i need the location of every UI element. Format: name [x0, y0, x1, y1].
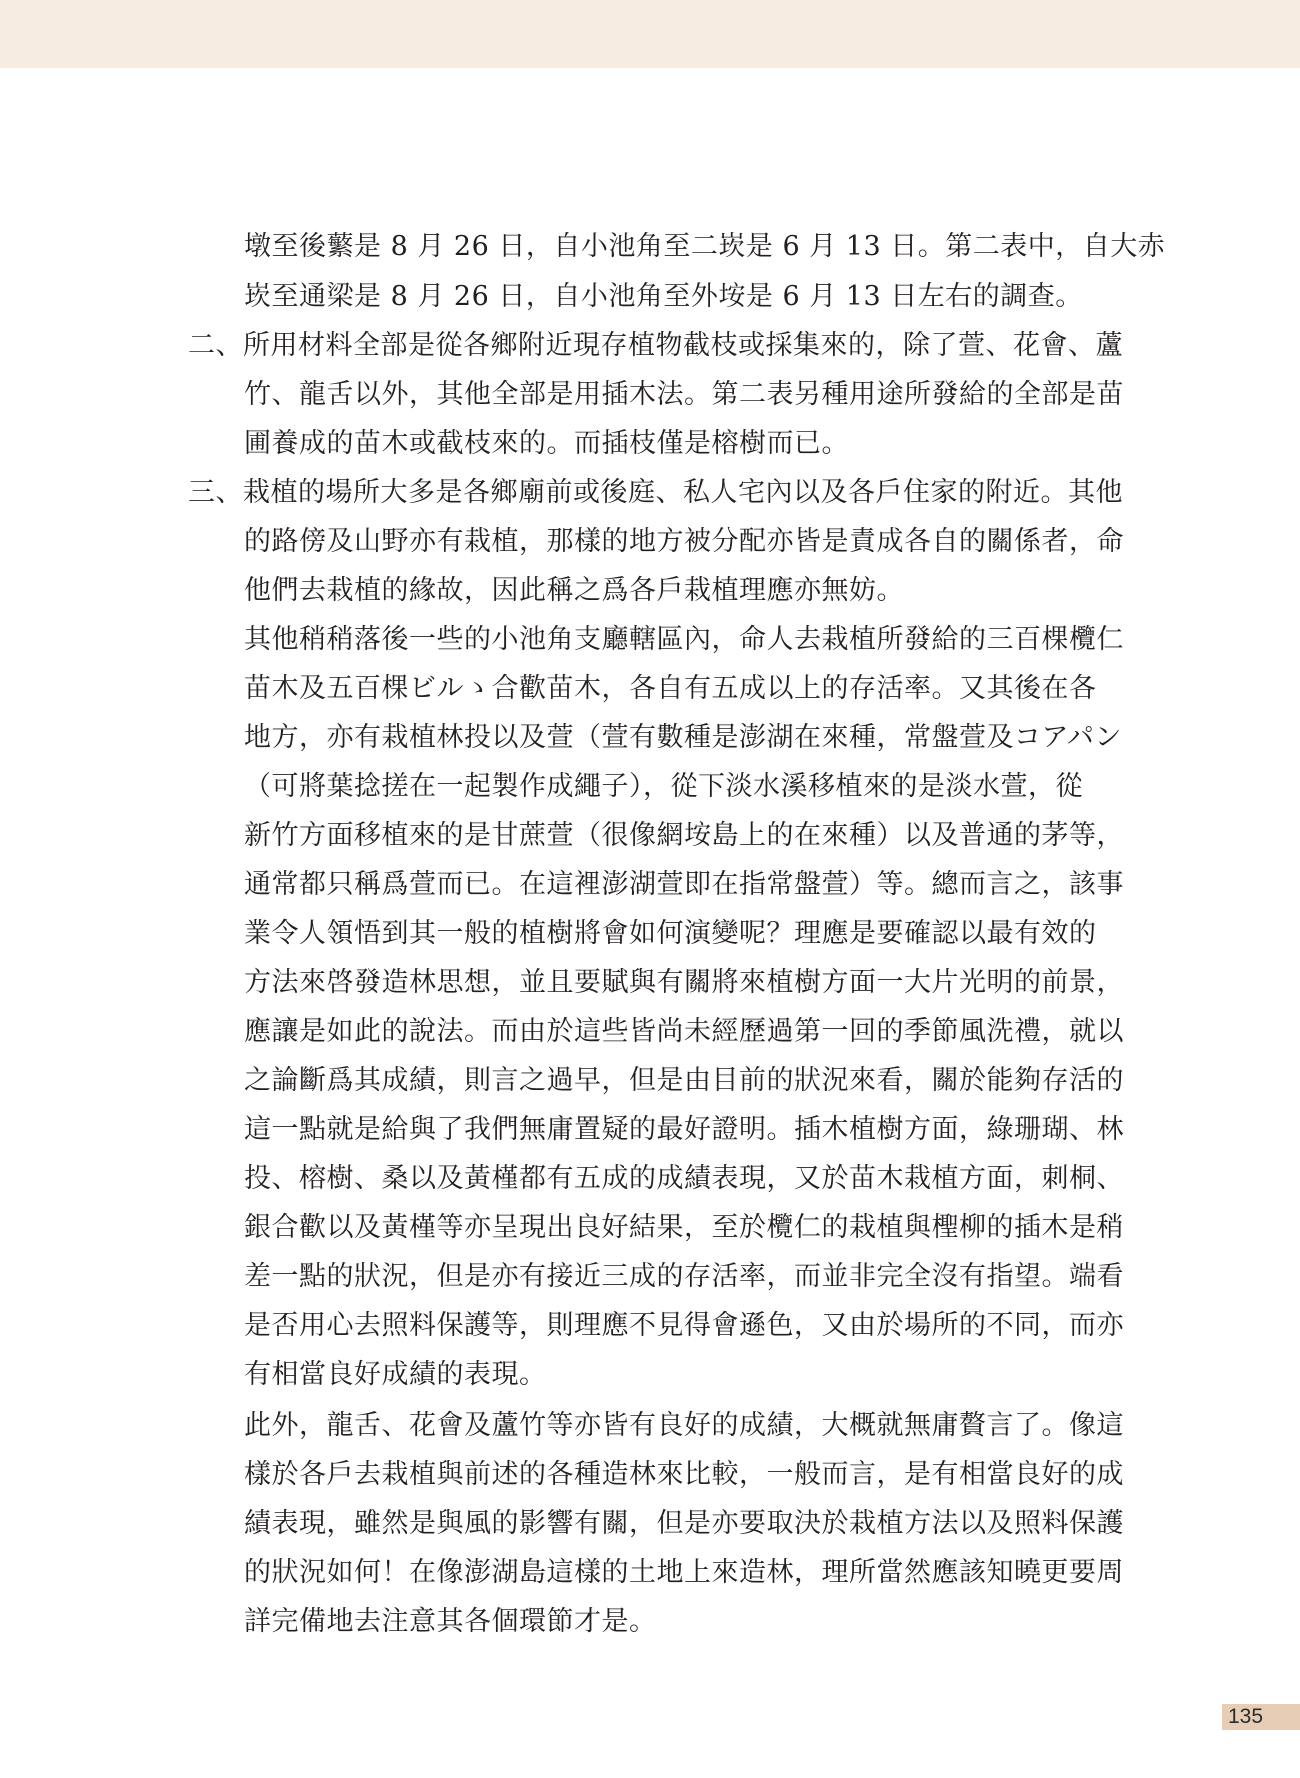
text-line: 其他稍稍落後一些的小池角支廳轄區內，命人去栽植所發給的三百棵欖仁 [244, 624, 1124, 655]
text-line: 樣於各戶去栽植與前述的各種造林來比較，一般而言，是有相當良好的成 [244, 1459, 1124, 1490]
text-line: 通常都只稱爲萱而已。在這裡澎湖萱即在指常盤萱）等。總而言之，該事 [244, 869, 1124, 900]
text-line: （可將葉捻搓在一起製作成繩子），從下淡水溪移植來的是淡水萱，從 [244, 771, 1083, 802]
text-line: 是否用心去照料保護等，則理應不見得會遜色，又由於場所的不同，而亦 [244, 1310, 1124, 1341]
text-line: 竹、龍舌以外，其他全部是用插木法。第二表另種用途所發給的全部是苗 [244, 379, 1124, 410]
text-line: 績表現，雖然是與風的影響有關，但是亦要取決於栽植方法以及照料保護 [244, 1508, 1124, 1539]
text-line: 之論斷爲其成績，則言之過早，但是由目前的狀況來看，關於能夠存活的 [244, 1065, 1124, 1096]
text-line: 方法來啓發造林思想，並且要賦與有關將來植樹方面一大片光明的前景， [244, 967, 1124, 998]
page-number: 135 [1228, 1705, 1264, 1728]
text-line: 銀合歡以及黃槿等亦呈現出良好結果，至於欖仁的栽植與檉柳的插木是稍 [244, 1212, 1124, 1243]
text-line: 業令人領悟到其一般的植樹將會如何演變呢？理應是要確認以最有效的 [244, 918, 1097, 949]
text-line: 他們去栽植的緣故，因此稱之爲各戶栽植理應亦無妨。 [244, 575, 904, 606]
text-line: 苗木及五百棵ビルゝ合歡苗木，各自有五成以上的存活率。又其後在各 [244, 673, 1097, 704]
text-line: 崁至通梁是 8 月 26 日，自小池角至外垵是 6 月 13 日左右的調查。 [244, 281, 1083, 312]
text-line: 有相當良好成績的表現。 [244, 1359, 547, 1390]
text-line: 此外，龍舌、花會及蘆竹等亦皆有良好的成績，大概就無庸贅言了。像這 [244, 1410, 1124, 1441]
text-line: 投、榕樹、桑以及黃槿都有五成的成績表現，又於苗木栽植方面，刺桐、 [244, 1163, 1124, 1194]
text-line: 墩至後蘩是 8 月 26 日，自小池角至二崁是 6 月 13 日。第二表中，自大赤 [244, 231, 1166, 262]
header-band [0, 0, 1300, 68]
text-line: 這一點就是給與了我們無庸置疑的最好證明。插木植樹方面，綠珊瑚、林 [244, 1114, 1124, 1145]
text-line: 新竹方面移植來的是甘蔗萱（很像網垵島上的在來種）以及普通的茅等， [244, 820, 1124, 851]
text-line: 的路傍及山野亦有栽植，那樣的地方被分配亦皆是責成各自的關係者，命 [244, 526, 1124, 557]
text-line: 地方，亦有栽植林投以及萱（萱有數種是澎湖在來種，常盤萱及コアパン [244, 722, 1122, 753]
text-line: 三、栽植的場所大多是各鄉廟前或後庭、私人宅內以及各戶住家的附近。其他 [188, 477, 1123, 508]
text-line: 應讓是如此的說法。而由於這些皆尚未經歷過第一回的季節風洗禮，就以 [244, 1016, 1124, 1047]
text-line: 的狀況如何！在像澎湖島這樣的土地上來造林，理所當然應該知曉更要周 [244, 1557, 1124, 1588]
text-line: 詳完備地去注意其各個環節才是。 [244, 1606, 657, 1637]
text-line: 差一點的狀況，但是亦有接近三成的存活率，而並非完全沒有指望。端看 [244, 1261, 1124, 1292]
text-line: 圃養成的苗木或截枝來的。而插枝僅是榕樹而已。 [244, 428, 849, 459]
text-line: 二、所用材料全部是從各鄉附近現存植物截枝或採集來的，除了萱、花會、蘆 [188, 330, 1123, 361]
